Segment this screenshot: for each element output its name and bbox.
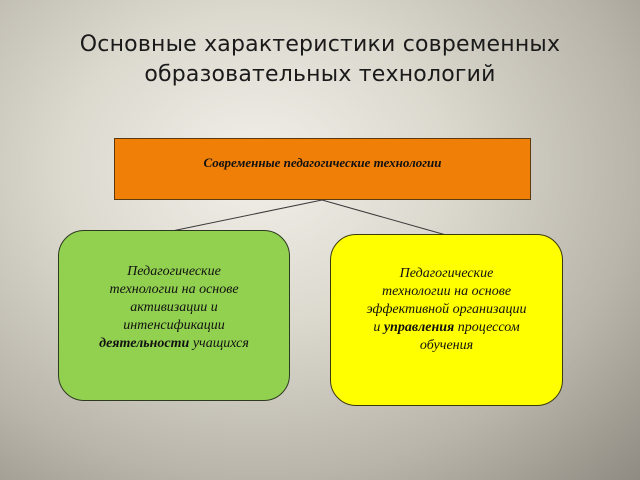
left-node-text bbox=[59, 263, 289, 353]
connector-left bbox=[172, 200, 322, 231]
right-node-line-4-pre: и bbox=[373, 320, 384, 335]
right-node-line-4 bbox=[343, 319, 550, 337]
left-node-line-4: интенсификации bbox=[123, 318, 225, 333]
right-node-text bbox=[331, 265, 562, 355]
slide-title-line-1: Основные характеристики современных bbox=[79, 32, 561, 57]
left-node-emphasis: деятельности bbox=[99, 336, 190, 351]
left-node-line-5 bbox=[73, 335, 275, 353]
root-node-box bbox=[114, 138, 531, 200]
left-node-line-3: активизации и bbox=[130, 300, 218, 315]
left-node-box bbox=[58, 230, 290, 401]
slide-title-line-2: образовательных технологий bbox=[144, 62, 496, 87]
left-node-line-1: Педагогические bbox=[127, 264, 221, 279]
right-node-line-4-rest: процессом bbox=[454, 320, 520, 335]
left-node-line-5-rest: учащихся bbox=[189, 336, 249, 351]
root-node-label: Современные педагогические технологии bbox=[203, 155, 442, 170]
right-node-line-5: обучения bbox=[419, 338, 474, 353]
right-node-line-2: технологии на основе bbox=[381, 284, 512, 299]
right-node-line-3: эффективной организации bbox=[366, 302, 527, 317]
right-node-box bbox=[330, 234, 563, 406]
right-node-emphasis: управления bbox=[383, 320, 455, 335]
right-node-line-1: Педагогические bbox=[399, 266, 494, 281]
connector-right bbox=[322, 200, 446, 235]
left-node-line-2: технологии на основе bbox=[109, 282, 239, 297]
